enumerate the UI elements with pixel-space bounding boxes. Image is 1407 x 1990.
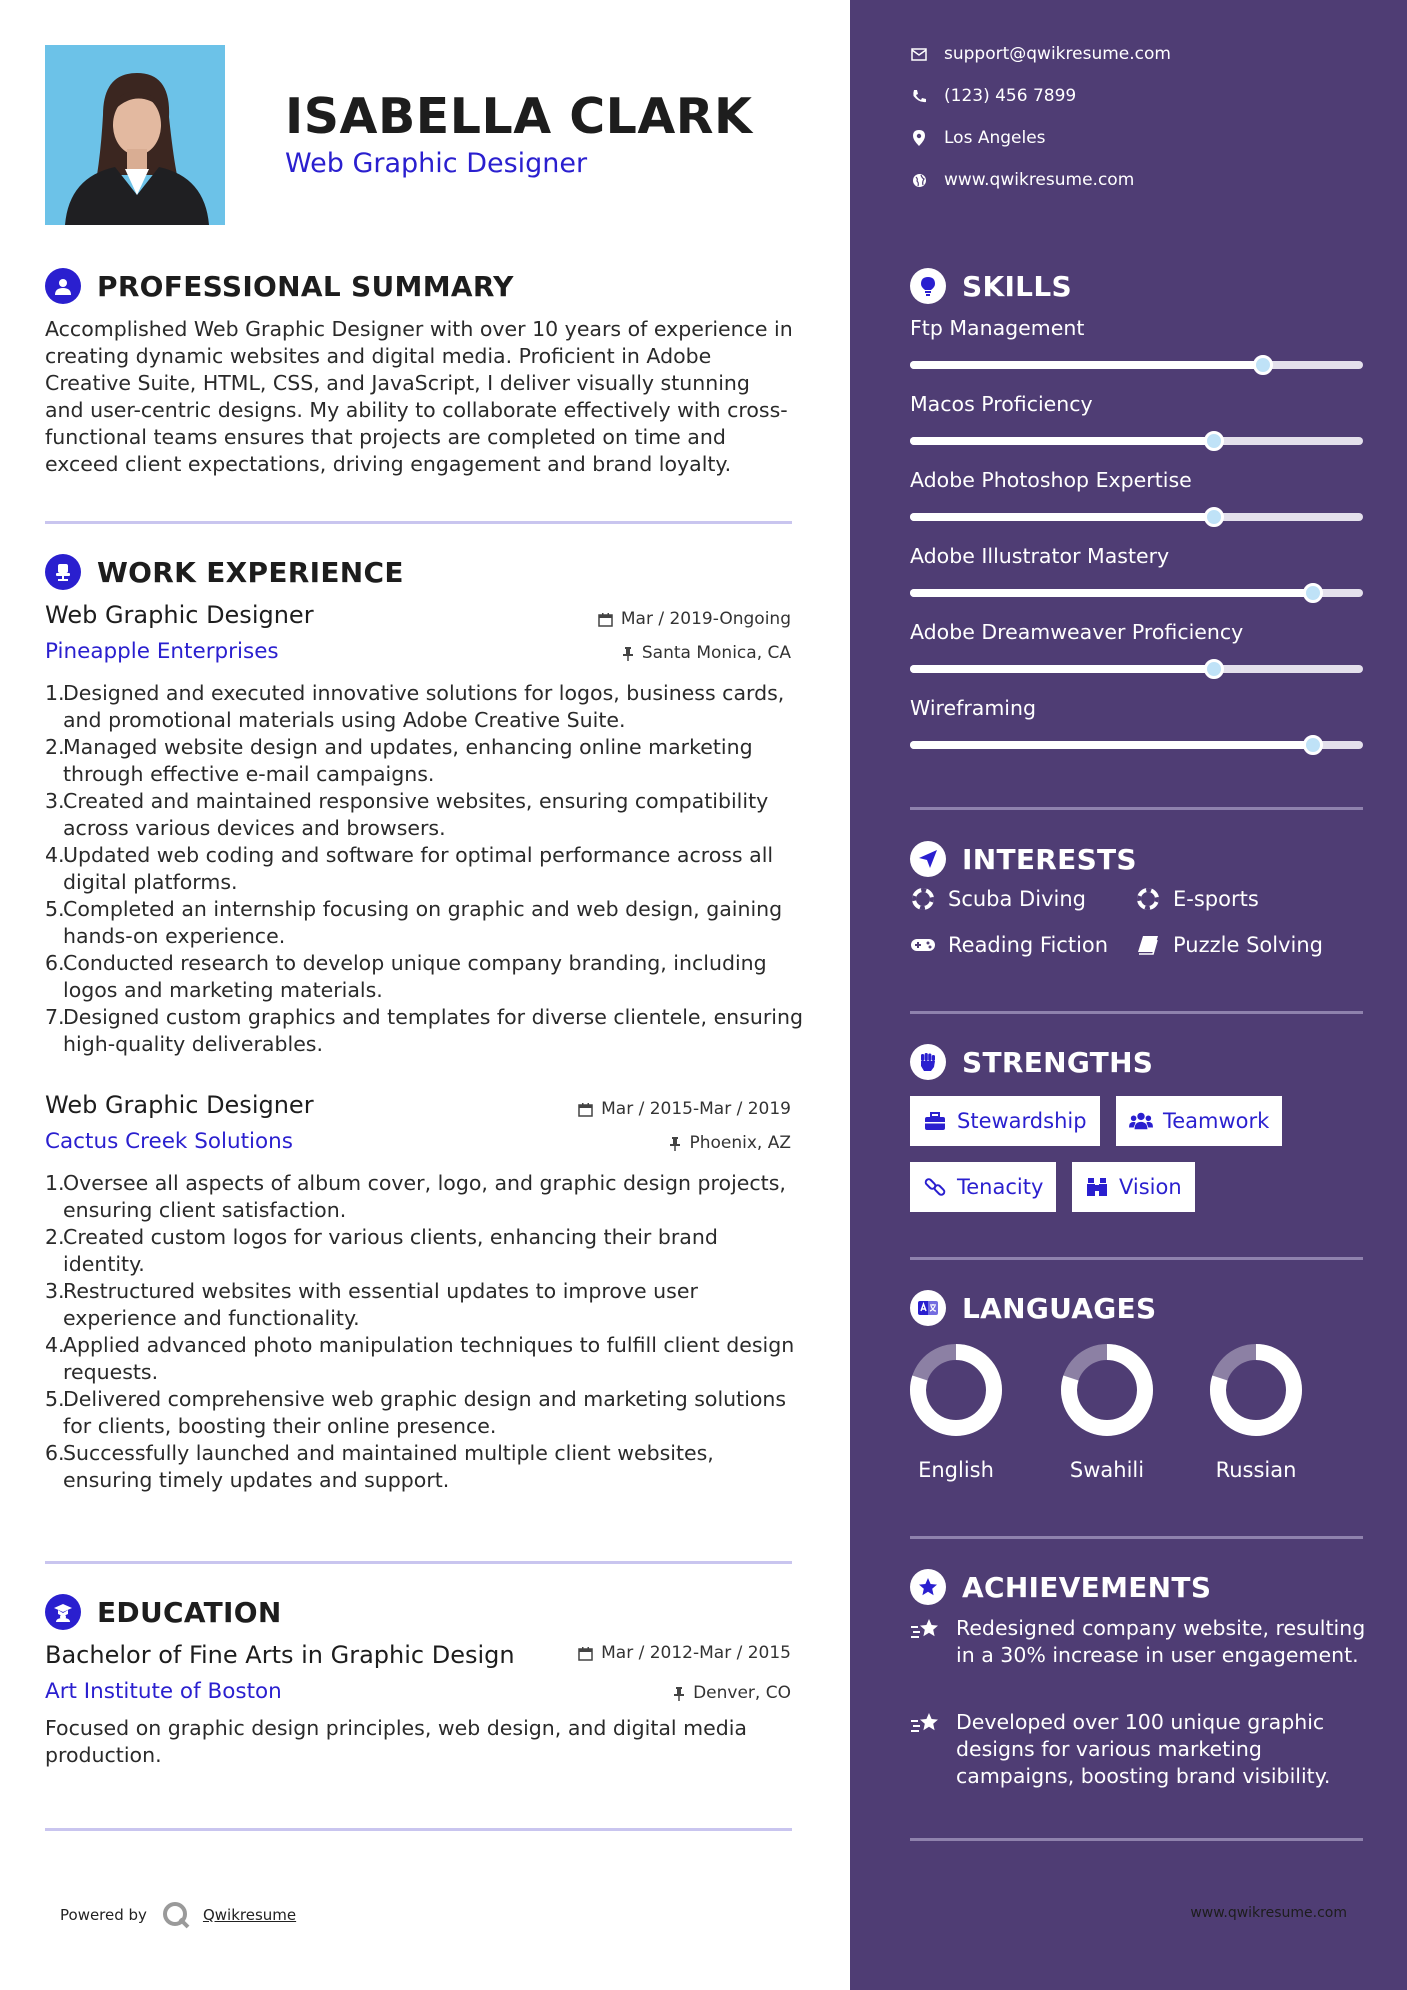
star-badge-icon (910, 1569, 946, 1605)
strength-badge: Tenacity (910, 1162, 1056, 1212)
paper-plane-icon (910, 841, 946, 877)
list-item: 1. Oversee all aspects of album cover, logo, and graphic design projects, ensuring client satisfaction. (45, 1171, 786, 1222)
divider (910, 1257, 1363, 1260)
gamepad-icon (910, 933, 936, 957)
school-name: Art Institute of Boston (45, 1679, 282, 1704)
interests-title: INTERESTS (962, 842, 1137, 876)
binoculars-icon (1085, 1176, 1109, 1198)
job-title: Web Graphic Designer (45, 1091, 314, 1119)
list-item: 7. Designed custom graphics and templates for diverse clientele, ensuring high-quality deliverables. (45, 1005, 803, 1056)
powered-by-label: Powered by (60, 1906, 147, 1924)
language-name: Russian (1215, 1458, 1297, 1482)
skill-label: Adobe Photoshop Expertise (910, 468, 1192, 492)
education-location-text: Denver, CO (693, 1683, 791, 1703)
language-item (1059, 1342, 1155, 1482)
qwikresume-link[interactable]: Qwikresume (202, 1906, 297, 1924)
list-item: 3. Restructured websites with essential updates to improve user experience and functionality. (45, 1279, 698, 1330)
skill-bar-fill (910, 741, 1313, 749)
achievement-item: Redesigned company website, resulting in a 30% increase in user engagement. (910, 1615, 1370, 1669)
divider (910, 1838, 1363, 1841)
location-text: Los Angeles (944, 128, 1046, 148)
languages-title: LANGUAGES (962, 1291, 1157, 1325)
sidebar (850, 0, 1407, 1990)
skill-bar (910, 589, 1363, 597)
strength-badge: Vision (1072, 1162, 1195, 1212)
skills-section-header (910, 268, 1072, 304)
interest-item: Reading Fiction (910, 933, 1108, 957)
contact-email (910, 44, 1171, 64)
list-item: 5. Completed an internship focusing on graphic and web design, gaining hands-on experience. (45, 897, 783, 948)
list-item: 2. Managed website design and updates, enhancing online marketing through effective e-mail campaigns. (45, 735, 753, 786)
job-location (669, 1133, 791, 1153)
achievements-section-header (910, 1569, 1211, 1605)
contact-website (910, 170, 1134, 190)
candidate-role: Web Graphic Designer (285, 148, 588, 179)
skill-bar (910, 437, 1363, 445)
job-dates (578, 1099, 791, 1119)
calendar-icon (578, 1102, 593, 1117)
job-title: Web Graphic Designer (45, 601, 314, 629)
list-item: 4. Applied advanced photo manipulation techniques to fulfill client design requests. (45, 1333, 795, 1384)
job-responsibilities (45, 680, 805, 1058)
skill-label: Adobe Dreamweaver Proficiency (910, 620, 1244, 644)
skills-title: SKILLS (962, 269, 1072, 303)
job-responsibilities (45, 1170, 805, 1494)
skill-label: Macos Proficiency (910, 392, 1093, 416)
list-item: 5. Delivered comprehensive web graphic design and marketing solutions for clients, boosting their online presence. (45, 1387, 787, 1438)
book-icon (1135, 933, 1161, 957)
strength-badge: Teamwork (1116, 1096, 1282, 1146)
language-ring (1059, 1342, 1155, 1438)
experience-title: WORK EXPERIENCE (97, 555, 404, 589)
calendar-icon (598, 612, 613, 627)
website-link[interactable]: www.qwikresume.com (944, 170, 1135, 190)
skill-bar-fill (910, 361, 1263, 369)
language-item (1208, 1342, 1304, 1482)
education-title: EDUCATION (97, 1595, 282, 1629)
skill-bar (910, 665, 1363, 673)
languages-section-header (910, 1290, 1156, 1326)
job-location (622, 643, 791, 663)
education-dates (578, 1643, 791, 1663)
achievement-item: Developed over 100 unique graphic designs for various marketing campaigns, boosting brand visibility. (910, 1709, 1370, 1790)
list-item: 1. Designed and executed innovative solutions for logos, business cards, and promotional materials using Adobe Creative Suite. (45, 681, 785, 732)
skill-level-knob (1204, 431, 1224, 451)
skill-bar (910, 741, 1363, 749)
contact-phone (910, 86, 1076, 106)
education-section-header (45, 1594, 282, 1630)
strength-badge: Stewardship (910, 1096, 1100, 1146)
translate-icon (910, 1290, 946, 1326)
education-location (673, 1683, 791, 1703)
pin-icon (669, 1136, 681, 1151)
job-dates-text: Mar / 2019-Ongoing (620, 609, 791, 629)
life-ring-icon (1135, 887, 1161, 911)
skill-bar-fill (910, 513, 1214, 521)
divider (910, 1536, 1363, 1539)
skill-level-knob (1253, 355, 1273, 375)
education-dates-text: Mar / 2012-Mar / 2015 (601, 1643, 791, 1663)
skill-level-knob (1303, 735, 1323, 755)
language-item (908, 1342, 1004, 1482)
candidate-name: ISABELLA CLARK (285, 88, 753, 145)
interest-item: Puzzle Solving (1135, 933, 1323, 957)
shooting-star-icon (910, 1709, 942, 1790)
link-icon (923, 1176, 947, 1198)
experience-section-header (45, 554, 404, 590)
graduate-icon (45, 1594, 81, 1630)
strengths-section-header (910, 1044, 1153, 1080)
phone-text: (123) 456 7899 (944, 86, 1077, 106)
language-ring (1208, 1342, 1304, 1438)
list-item: 3. Created and maintained responsive websites, ensuring compatibility across various devices and browsers. (45, 789, 769, 840)
qwikresume-logo-icon (161, 1900, 191, 1930)
list-item: 6. Successfully launched and maintained multiple client websites, ensuring timely updates and support. (45, 1441, 714, 1492)
pin-icon (673, 1686, 685, 1701)
language-name: Swahili (1069, 1458, 1145, 1482)
list-item: 2. Created custom logos for various clients, enhancing their brand identity. (45, 1225, 718, 1276)
phone-icon (910, 87, 928, 105)
job-location-text: Santa Monica, CA (641, 643, 791, 663)
skill-bar (910, 513, 1363, 521)
briefcase-icon (923, 1110, 947, 1132)
interest-item: E-sports (1135, 887, 1259, 911)
list-item: 4. Updated web coding and software for optimal performance across all digital platforms. (45, 843, 774, 894)
contact-location (910, 128, 1046, 148)
pin-icon (622, 646, 634, 661)
education-text: Focused on graphic design principles, web design, and digital media production. (45, 1716, 747, 1767)
skill-level-knob (1204, 659, 1224, 679)
achievements-title: ACHIEVEMENTS (962, 1570, 1212, 1604)
list-item: 6. Conducted research to develop unique company branding, including logos and marketing materials. (45, 951, 767, 1002)
skill-bar-fill (910, 589, 1313, 597)
divider (910, 807, 1363, 810)
skill-bar (910, 361, 1363, 369)
footer-website[interactable]: www.qwikresume.com (1190, 1905, 1347, 1921)
skill-label: Wireframing (910, 696, 1036, 720)
globe-icon (910, 171, 928, 189)
interests-section-header (910, 841, 1137, 877)
skill-bar-fill (910, 665, 1214, 673)
powered-by (60, 1900, 296, 1930)
strengths-title: STRENGTHS (962, 1045, 1154, 1079)
interest-item: Scuba Diving (910, 887, 1086, 911)
skill-label: Adobe Illustrator Mastery (910, 544, 1170, 568)
job-company: Cactus Creek Solutions (45, 1129, 294, 1154)
map-marker-icon (910, 129, 928, 147)
calendar-icon (578, 1646, 593, 1661)
divider (45, 1828, 792, 1831)
skill-level-knob (1303, 583, 1323, 603)
job-location-text: Phoenix, AZ (689, 1133, 791, 1153)
divider (910, 1011, 1363, 1014)
profile-photo (45, 45, 225, 225)
job-company: Pineapple Enterprises (45, 639, 279, 664)
degree-title: Bachelor of Fine Arts in Graphic Design (45, 1641, 515, 1669)
life-ring-icon (910, 887, 936, 911)
language-name: English (918, 1458, 994, 1482)
fist-icon (910, 1044, 946, 1080)
users-icon (1129, 1110, 1153, 1132)
divider (45, 521, 792, 524)
office-chair-icon (45, 554, 81, 590)
email-link[interactable]: support@qwikresume.com (944, 44, 1171, 64)
summary-title: PROFESSIONAL SUMMARY (97, 269, 514, 303)
envelope-icon (910, 45, 928, 63)
skill-level-knob (1204, 507, 1224, 527)
shooting-star-icon (910, 1615, 942, 1669)
job-dates (598, 609, 791, 629)
skill-bar-fill (910, 437, 1214, 445)
language-ring (908, 1342, 1004, 1438)
summary-text: Accomplished Web Graphic Designer with over 10 years of experience in creating dynamic websites and digital media. Proficient in Adobe Creative Suite, HTML, CSS, and JavaScript, I deliver visually stunning and user-centric designs. My ability to collaborate effectively with cross-functional teams ensures that projects are completed on time and exceed client expectations, driving engagement and brand loyalty. (45, 317, 793, 476)
skill-label: Ftp Management (910, 316, 1085, 340)
divider (45, 1561, 792, 1564)
user-icon (45, 268, 81, 304)
job-dates-text: Mar / 2015-Mar / 2019 (601, 1099, 791, 1119)
lightbulb-icon (910, 268, 946, 304)
summary-section-header (45, 268, 514, 304)
